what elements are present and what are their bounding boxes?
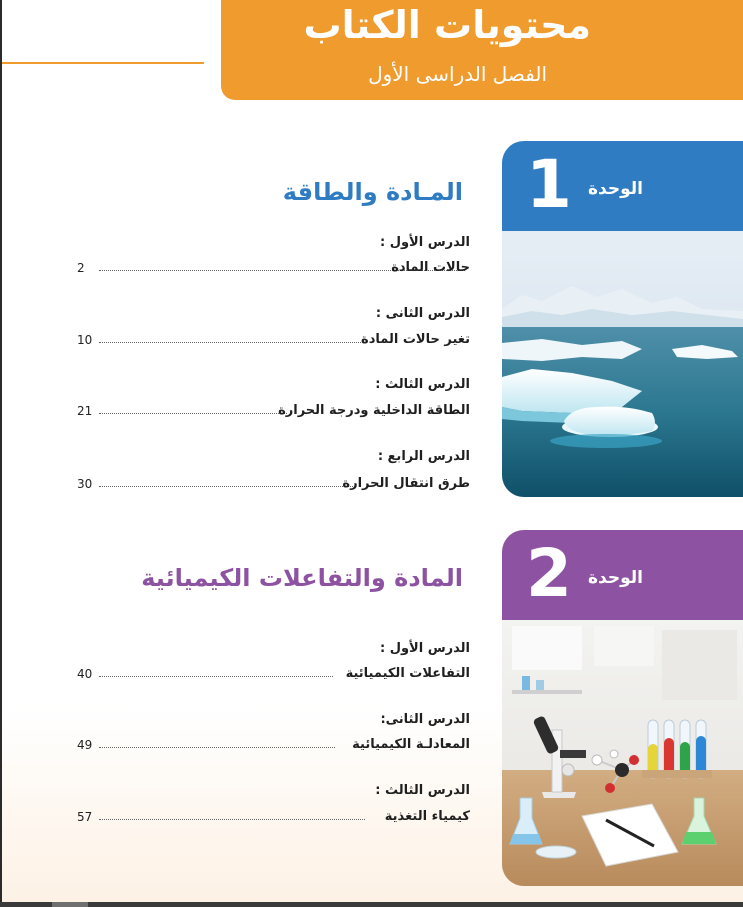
- toc-entry[interactable]: [77, 258, 470, 278]
- page-bottom-bar: [0, 902, 743, 907]
- toc-page-number: 30: [77, 477, 93, 491]
- page-title: محتويات الكتاب: [303, 3, 591, 47]
- unit-2-number: 2: [526, 535, 572, 612]
- unit-2-title: المادة والتفاعلات الكيميائية: [141, 564, 463, 592]
- leader-dots: [99, 342, 363, 343]
- icebergs-photo: [502, 231, 743, 497]
- toc-page-number: 49: [77, 738, 93, 752]
- toc-title: المعادلـة الكيميائية: [352, 737, 470, 752]
- unit-1-title: المـادة والطاقة: [282, 178, 463, 206]
- unit-1-card: [502, 141, 743, 497]
- toc-entry[interactable]: [77, 807, 470, 827]
- toc-page-number: 21: [77, 404, 93, 418]
- leader-dots: [99, 676, 333, 677]
- unit-2-card: [502, 530, 743, 886]
- leader-dots: [99, 819, 365, 820]
- toc-entry[interactable]: [77, 401, 470, 421]
- toc-entry[interactable]: [77, 330, 470, 350]
- unit-2-tab: [502, 530, 743, 620]
- toc-page-number: 2: [77, 261, 85, 275]
- unit-1-tab: [502, 141, 743, 231]
- lesson-label: الدرس الثالث :: [375, 783, 470, 798]
- toc-entry[interactable]: [77, 664, 470, 684]
- lesson-label: الدرس الثانى :: [375, 306, 470, 321]
- page-edge: [0, 0, 2, 907]
- toc-title: التفاعلات الكيميائية: [345, 666, 470, 681]
- toc-title: حالات المادة: [391, 260, 470, 275]
- leader-dots: [99, 486, 355, 487]
- toc-page-number: 57: [77, 810, 93, 824]
- toc-title: طرق انتقال الحرارة: [342, 476, 470, 491]
- header-band: [221, 0, 743, 100]
- toc-title: الطاقة الداخلية ودرجة الحرارة: [278, 403, 470, 418]
- unit-1-word: الوحدة: [588, 179, 643, 199]
- toc-title: كيمياء التغذية: [384, 809, 470, 824]
- header-rule: [2, 62, 204, 64]
- toc-page-number: 10: [77, 333, 93, 347]
- toc-entry[interactable]: [77, 735, 470, 755]
- unit-2-word: الوحدة: [588, 568, 643, 588]
- lesson-label: الدرس الأول :: [379, 641, 470, 656]
- lesson-label: الدرس الثالث :: [375, 377, 470, 392]
- lesson-label: الدرس الثانى:: [380, 712, 470, 727]
- page-subtitle: الفصل الدراسى الأول: [368, 62, 547, 86]
- leader-dots: [99, 413, 287, 414]
- scroll-thumb[interactable]: [52, 902, 88, 907]
- toc-entry[interactable]: [77, 474, 470, 494]
- lesson-label: الدرس الأول :: [379, 235, 470, 250]
- toc-page-number: 40: [77, 667, 93, 681]
- toc-title: تغير حالات المادة: [361, 332, 470, 347]
- chemistry-lab-photo: [502, 620, 743, 886]
- leader-dots: [99, 747, 335, 748]
- unit-1-number: 1: [526, 146, 572, 223]
- lesson-label: الدرس الرابع :: [377, 449, 470, 464]
